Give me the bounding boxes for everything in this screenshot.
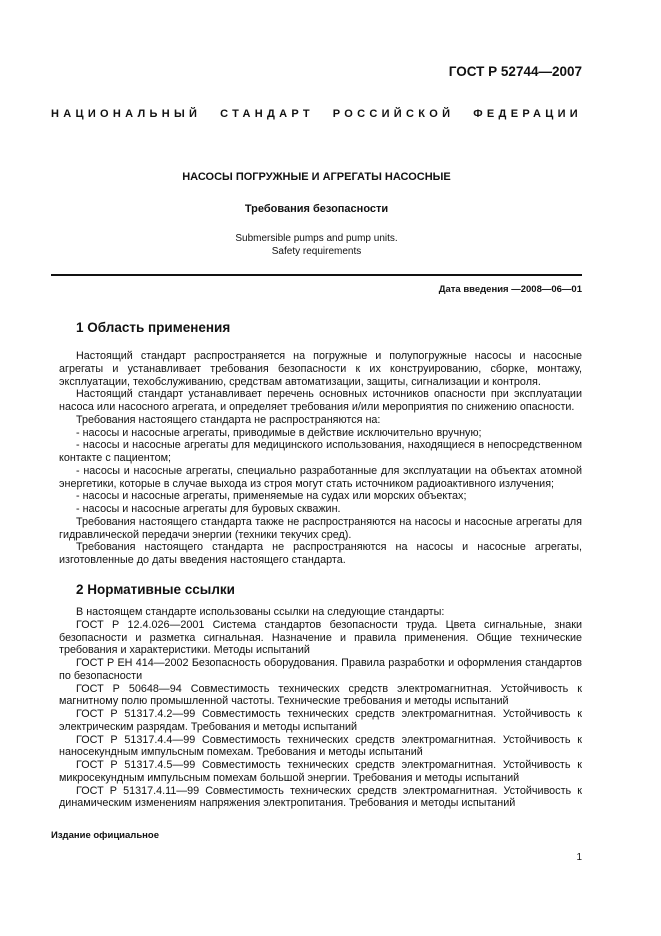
paragraph: Настоящий стандарт распространяется на погружные и полупогружные насосы и насосные агрегаты и устанавливает требования безопасности к их конструированию, сборке, монтажу, эксплуатации, техобслуживанию, средствам автоматизации, защиты, сигнализации и контроля.	[59, 350, 582, 388]
list-item: - насосы и насосные агрегаты для медицинского использования, находящиеся в непосредственном контакте с пациентом;	[59, 439, 582, 464]
reference-item: ГОСТ Р 51317.4.11—99 Совместимость технических средств электромагнитная. Устойчивость к динамическим изменениям напряжения электропитания. Требования и методы испытаний	[59, 784, 582, 810]
list-item: - насосы и насосные агрегаты для буровых скважин.	[76, 503, 341, 515]
document-code: ГОСТ Р 52744—2007	[448, 64, 582, 79]
list-item: - насосы и насосные агрегаты, приводимые в действие исключительно вручную;	[76, 426, 482, 439]
section-body	[59, 350, 582, 567]
english-title	[51, 232, 582, 258]
paragraph: В настоящем стандарте использованы ссылки на следующие стандарты:	[76, 606, 445, 618]
title-divider	[51, 274, 582, 276]
english-title-line: Safety requirements	[271, 246, 362, 257]
english-title-line: Submersible pumps and pump units.	[235, 233, 398, 244]
reference-item: ГОСТ Р ЕН 414—2002 Безопасность оборудования. Правила разработки и оформления стандартов по безопасности	[59, 657, 582, 682]
reference-item: ГОСТ Р 50648—94 Совместимость технических средств электромагнитная. Устойчивость к магнитному полю промышленной частоты. Технические требования и методы испытаний	[59, 682, 582, 708]
section-heading: 1 Область применения	[76, 320, 231, 335]
reference-item: ГОСТ Р 51317.4.2—99 Совместимость технических средств электромагнитная. Устойчивость к электрическим разрядам. Требования и методы испытаний	[59, 708, 582, 733]
document-subtitle: Требования безопасности	[244, 203, 389, 215]
list-item: - насосы и насосные агрегаты, специально разработанные для эксплуатации на объектах атомной энергетики, которые в случае выхода из строя могут стать источником радиоактивного излучения;	[59, 464, 582, 490]
page-number: 1	[576, 852, 582, 863]
paragraph: Требования настоящего стандарта не распространяются на насосы и насосные агрегаты, изготовленные до даты введения настоящего стандарта.	[59, 541, 582, 566]
document-title: НАСОСЫ ПОГРУЖНЫЕ И АГРЕГАТЫ НАСОСНЫЕ	[182, 171, 451, 183]
edition-label: Издание официальное	[51, 830, 159, 841]
reference-item: ГОСТ Р 12.4.026—2001 Система стандартов безопасности труда. Цвета сигнальные, знаки безопасности и разметка сигнальная. Назначение и правила применения. Общие технические требования и характеристики. Методы испытаний	[59, 618, 582, 657]
paragraph: Настоящий стандарт устанавливает перечень основных источников опасности при эксплуатации насоса или насосного агрегата, и определяет требования и/или мероприятия по снижению опасности.	[59, 388, 582, 413]
paragraph: Требования настоящего стандарта также не распространяются на насосы и насосные агрегаты для гидравлической передачи энергии (техники текучих сред).	[59, 515, 582, 541]
section-heading: 2 Нормативные ссылки	[76, 582, 235, 597]
reference-item: ГОСТ Р 51317.4.5—99 Совместимость технических средств электромагнитная. Устойчивость к микросекундным импульсным помехам большой энергии. Требования и методы испытаний	[59, 759, 582, 784]
list-item: - насосы и насосные агрегаты, применяемые на судах или морских объектах;	[76, 490, 467, 503]
reference-item: ГОСТ Р 51317.4.4—99 Совместимость технических средств электромагнитная. Устойчивость к наносекундным импульсным помехам. Требования и методы испытаний	[59, 733, 582, 759]
section-body	[59, 606, 582, 810]
paragraph: Требования настоящего стандарта не распространяются на:	[76, 413, 381, 426]
national-standard-banner: НАЦИОНАЛЬНЫЙ СТАНДАРТ РОССИЙСКОЙ ФЕДЕРАЦИИ	[51, 108, 582, 120]
introduction-date: Дата введения —2008—06—01	[438, 284, 582, 295]
